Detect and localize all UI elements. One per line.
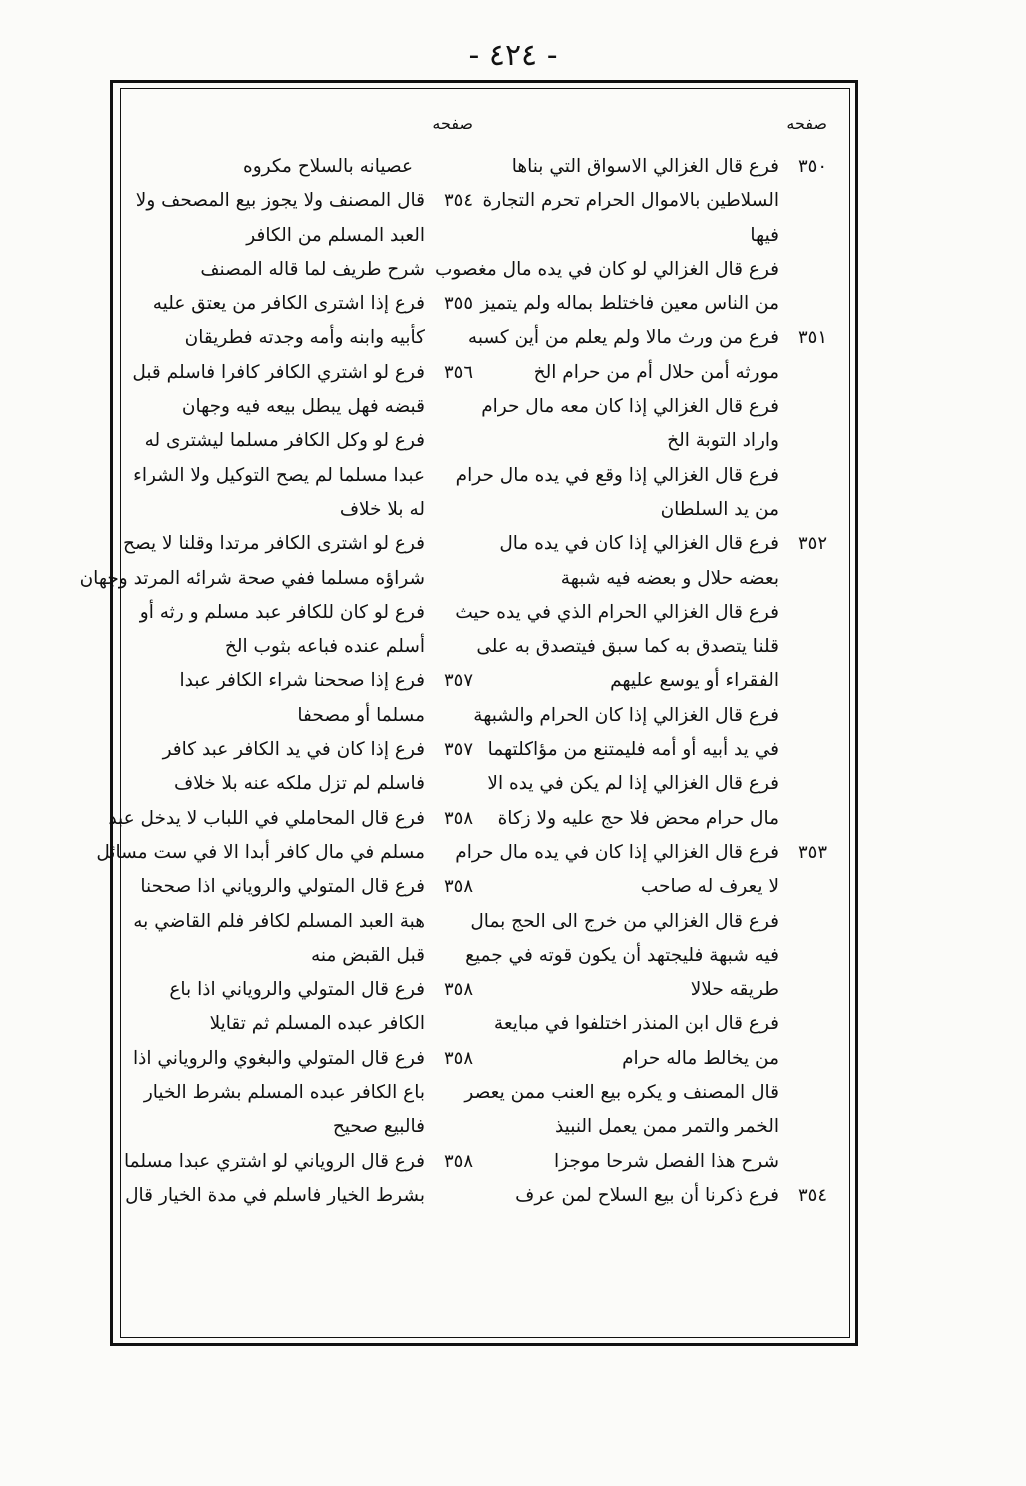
entry-line: قال المصنف و يكره بيع العنب ممن يعصر [464,1082,779,1104]
page-ref-number: ٣٥٨ [443,876,473,898]
page-ref-number: ٣٥٣ [797,841,827,863]
index-entry [487,527,827,596]
entry-line: فرع لو وكل الكافر مسلما ليشترى له [144,430,425,452]
entry-line: فرع قال المتولي والروياني اذا باع [169,979,425,1001]
entry-line: فالبيع صحيح [332,1116,425,1138]
page-ref-number: ٣٥٨ [443,1150,473,1172]
entry-line: السلاطين بالاموال الحرام تحرم التجارة [482,190,779,212]
entry-line: عبدا مسلما لم يصح التوكيل ولا الشراء [133,464,425,486]
entry-line: فرع لو كان للكافر عبد مسلم و رثه أو [139,601,425,623]
entry-line: واراد التوبة الخ [667,430,779,452]
entry-line: عصيانه بالسلاح مكروه [243,156,413,177]
column-header: صفحه [432,114,473,133]
index-entry [455,459,827,528]
index-entry [128,596,473,665]
entry-line: مسلم في مال كافر أبدا الا في ست مسائل [96,841,425,863]
entry-line: فرع من ورث مالا ولم يعلم من أين كسبه [467,327,779,349]
entry-line: فيه شبهة فليجتهد أن يكون قوته في جميع [465,944,779,966]
entry-line: مسلما أو مصحفا [297,704,425,726]
entry-line: فرع قال المحاملي في اللباب لا يدخل عبد [108,807,425,829]
page-ref-number: ٣٥٨ [443,979,473,1001]
entry-line: فرع لو اشتري الكافر كافرا فاسلم قبل [132,361,425,383]
entry-line: الكافر عبده المسلم ثم تقايلا [209,1013,425,1035]
entry-line: هبة العبد المسلم لكافر فلم القاضي به [133,910,425,932]
index-entry [79,527,473,596]
entry-line: فرع قال المتولي والروياني اذا صححنا [140,876,425,898]
entry-line: فرع قال الغزالي الاسواق التي بناها [511,156,779,177]
entry-line: فرع قال الغزالي إذا كان الحرام والشبهة [473,704,779,726]
page-ref-number: ٣٥٠ [797,156,827,177]
entry-line: من الناس معين فاختلط بماله ولم يتميز [480,293,779,315]
entry-line: لا يعرف له صاحب [640,876,779,898]
entry-line: قلنا يتصدق به كما سبق فيتصدق به على [476,636,779,658]
index-entry [464,1076,827,1145]
index-entry [487,1007,827,1076]
entry-line: في يد أبيه أو أمه فليمتنع من مؤاكلتهما [487,739,779,761]
entry-line: قبضه فهل يبطل بيعه فيه وجهان [181,396,425,418]
index-entry [128,870,473,973]
entry-line: فرع قال الغزالي الحرام الذي في يده حيث [455,601,779,623]
column-header: صفحه [786,114,827,133]
index-entry [481,390,827,459]
entry-line: فرع قال الغزالي من خرج الى الحج بمال [470,910,779,932]
entry-line: فرع لو اشترى الكافر مرتدا وقلنا لا يصح [123,533,425,555]
entry-line: فرع قال المتولي والبغوي والروياني اذا [132,1047,425,1069]
entry-line: فرع قال الغزالي إذا كان في يده مال حرام [455,841,779,863]
entry-line: فرع قال الغزالي إذا كان معه مال حرام [481,396,779,418]
index-entry [128,287,473,356]
entry-line: الخمر والتمر ممن يعمل النبيذ [554,1116,779,1138]
entry-line: فرع إذا اشترى الكافر من يعتق عليه [152,293,425,315]
page-ref-number: ٣٥٢ [797,533,827,555]
entry-line: فرع إذا صححنا شراء الكافر عبدا [179,670,425,692]
entry-line: فيها [750,224,779,246]
page-ref-number: ٣٥٤ [797,1184,827,1206]
index-entry [128,1042,473,1145]
entry-line: فرع قال الغزالي إذا وقع في يده مال حرام [455,464,779,486]
entry-line: شرح هذا الفصل شرحا موجزا [554,1150,779,1172]
index-entry [473,699,827,768]
page-ref-number: ٣٥٧ [443,739,473,761]
page-ref-number: ٣٥١ [797,327,827,349]
entry-line: مورثه أمن حلال أم من حرام الخ [533,361,779,383]
index-entry [128,973,473,1042]
entry-line: فرع ذكرنا أن بيع السلاح لمن عرف [515,1184,779,1206]
index-entry [465,905,827,1008]
index-entry [123,1145,473,1214]
entry-line: باع الكافر عبده المسلم بشرط الخيار [143,1082,425,1104]
entry-line: فاسلم لم تزل ملكه عنه بلا خلاف [174,773,425,795]
entry-line: شراؤه مسلما ففي صحة شرائه المرتد وجهان [79,567,425,589]
index-entry [128,733,473,802]
page-ref-number: ٣٥٥ [443,293,473,315]
index-entry [128,664,473,733]
page-ref-number: ٣٥٧ [443,670,473,692]
page-ref-number: ٣٥٨ [443,1047,473,1069]
index-column-left [79,114,473,1213]
index-entry [482,150,827,253]
entry-line: فرع قال ابن المنذر اختلفوا في مبايعة [493,1013,779,1035]
index-entry [128,424,473,527]
entry-line: قبل القبض منه [311,944,425,966]
index-entry [467,321,827,390]
index-entry [487,1145,827,1179]
entry-line: فرع قال الغزالي إذا لم يكن في يده الا [487,773,779,795]
entry-line: الفقراء أو يوسع عليهم [610,670,779,692]
entry-line: له بلا خلاف [339,498,425,520]
page-ref-number: ٣٥٦ [443,361,473,383]
index-entry [128,184,473,253]
index-entry [487,767,827,836]
index-entry [96,802,473,871]
entry-line: فرع قال الغزالي لو كان في يده مال مغصوب [434,258,779,280]
entry-line: قال المصنف ولا يجوز بيع المصحف ولا [135,190,425,212]
entry-line: أسلم عنده فباعه بثوب الخ [224,636,425,658]
entry-line: فرع قال الغزالي إذا كان في يده مال [499,533,779,555]
page-ref-number: ٣٥٤ [443,190,473,212]
index-entry [487,1179,827,1213]
page-number: - ٤٢٤ - [468,38,558,73]
entry-line: فرع إذا كان في يد الكافر عبد كافر [162,739,425,761]
entry-line: من يخالط ماله حرام [622,1047,779,1069]
index-entry [128,150,473,184]
entry-line: مال حرام محض فلا حج عليه ولا زكاة [497,807,779,829]
entry-list [79,150,473,1213]
entry-line: العبد المسلم من الكافر [246,224,425,246]
entry-line: بشرط الخيار فاسلم في مدة الخيار قال [125,1184,425,1206]
entry-line: بعضه حلال و بعضه فيه شبهة [560,567,779,589]
page-ref-number: ٣٥٨ [443,807,473,829]
index-entry [128,356,473,425]
entry-line: من يد السلطان [660,498,779,520]
index-entry [128,253,473,287]
entry-line: فرع قال الروياني لو اشتري عبدا مسلما [123,1150,425,1172]
entry-line: طريقه حلالا [690,979,779,1001]
entry-line: كأبيه وابنه وأمه وجدته فطريقان [184,327,425,349]
entry-line: شرح طريف لما قاله المصنف [200,258,425,280]
